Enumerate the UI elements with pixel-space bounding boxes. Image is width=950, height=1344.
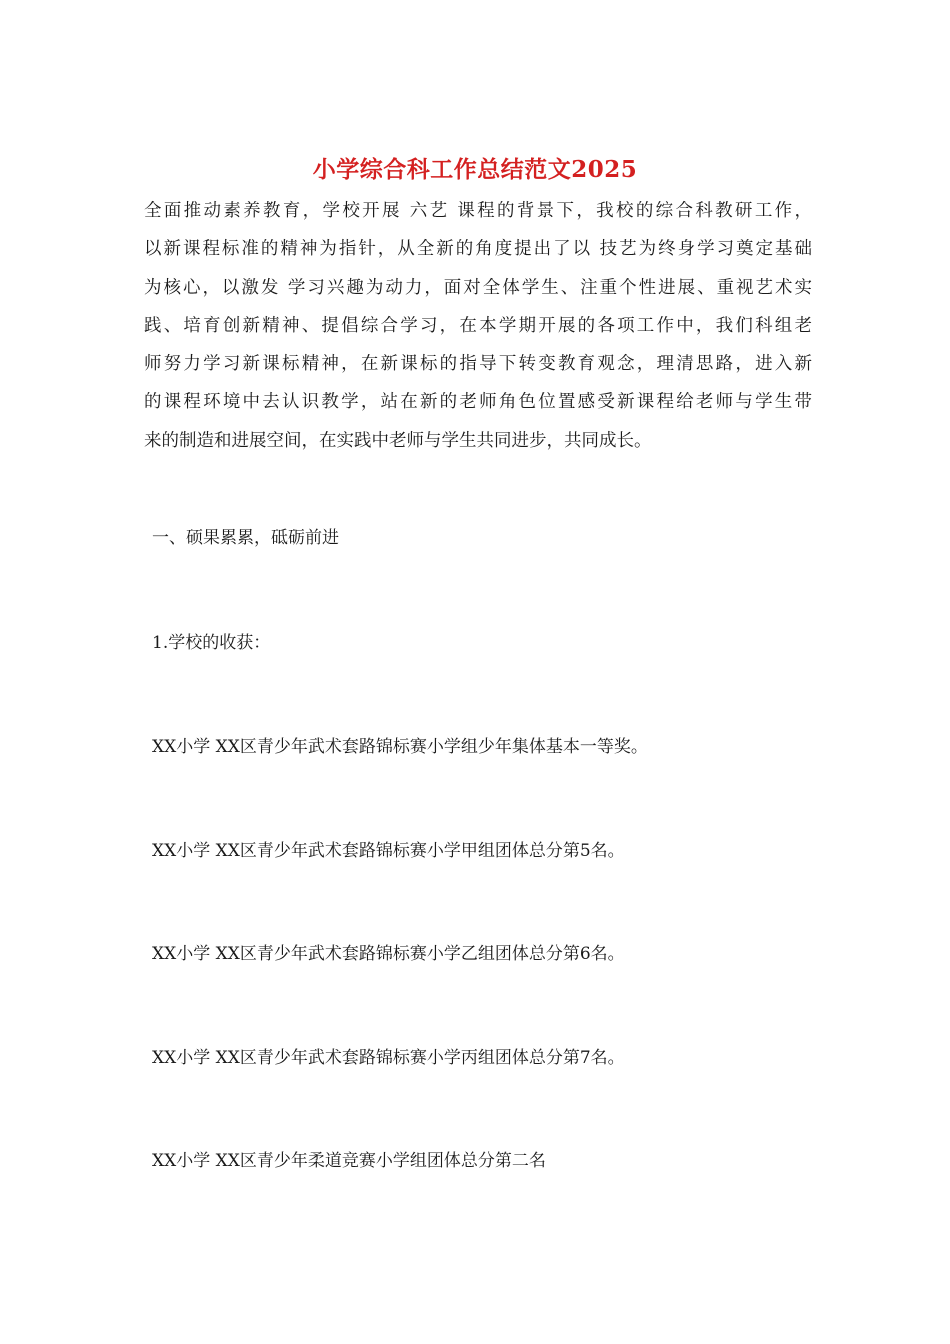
- intro-line: 全面推动素养教育，学校开展 六艺 课程的背景下，我校的综合科教研工作，: [144, 201, 812, 221]
- intro-line: 师努力学习新课标精神，在新课标的指导下转变教育观念，理清思路，进入新: [144, 354, 812, 375]
- subsection-heading: 1.学校的收获：: [152, 633, 271, 653]
- intro-line: 为核心，以激发 学习兴趣为动力，面对全体学生、注重个性进展、重视艺术实: [144, 277, 812, 298]
- intro-line: 践、培育创新精神、提倡综合学习，在本学期开展的各项工作中，我们科组老: [144, 315, 812, 336]
- intro-paragraph: [144, 192, 812, 460]
- intro-line: 来的制造和进展空间，在实践中老师与学生共同进步，共同成长。: [144, 430, 652, 451]
- intro-line: 以新课程标准的精神为指针，从全新的角度提出了以 技艺为终身学习奠定基础: [144, 239, 812, 260]
- achievement-item: XX小学 XX区青少年武术套路锦标赛小学组少年集体基本一等奖。: [152, 737, 648, 757]
- document-title: 小学综合科工作总结范文2025: [312, 156, 638, 183]
- intro-line: 的课程环境中去认识教学，站在新的老师角色位置感受新课程给老师与学生带: [144, 392, 812, 413]
- achievement-item: XX小学 XX区青少年柔道竞赛小学组团体总分第二名: [152, 1151, 546, 1171]
- section-heading: 一、硕果累累，砥砺前进: [152, 528, 339, 548]
- achievement-item: XX小学 XX区青少年武术套路锦标赛小学乙组团体总分第6名。: [152, 944, 625, 964]
- achievement-item: XX小学 XX区青少年武术套路锦标赛小学甲组团体总分第5名。: [152, 841, 625, 861]
- achievement-item: XX小学 XX区青少年武术套路锦标赛小学丙组团体总分第7名。: [152, 1048, 625, 1068]
